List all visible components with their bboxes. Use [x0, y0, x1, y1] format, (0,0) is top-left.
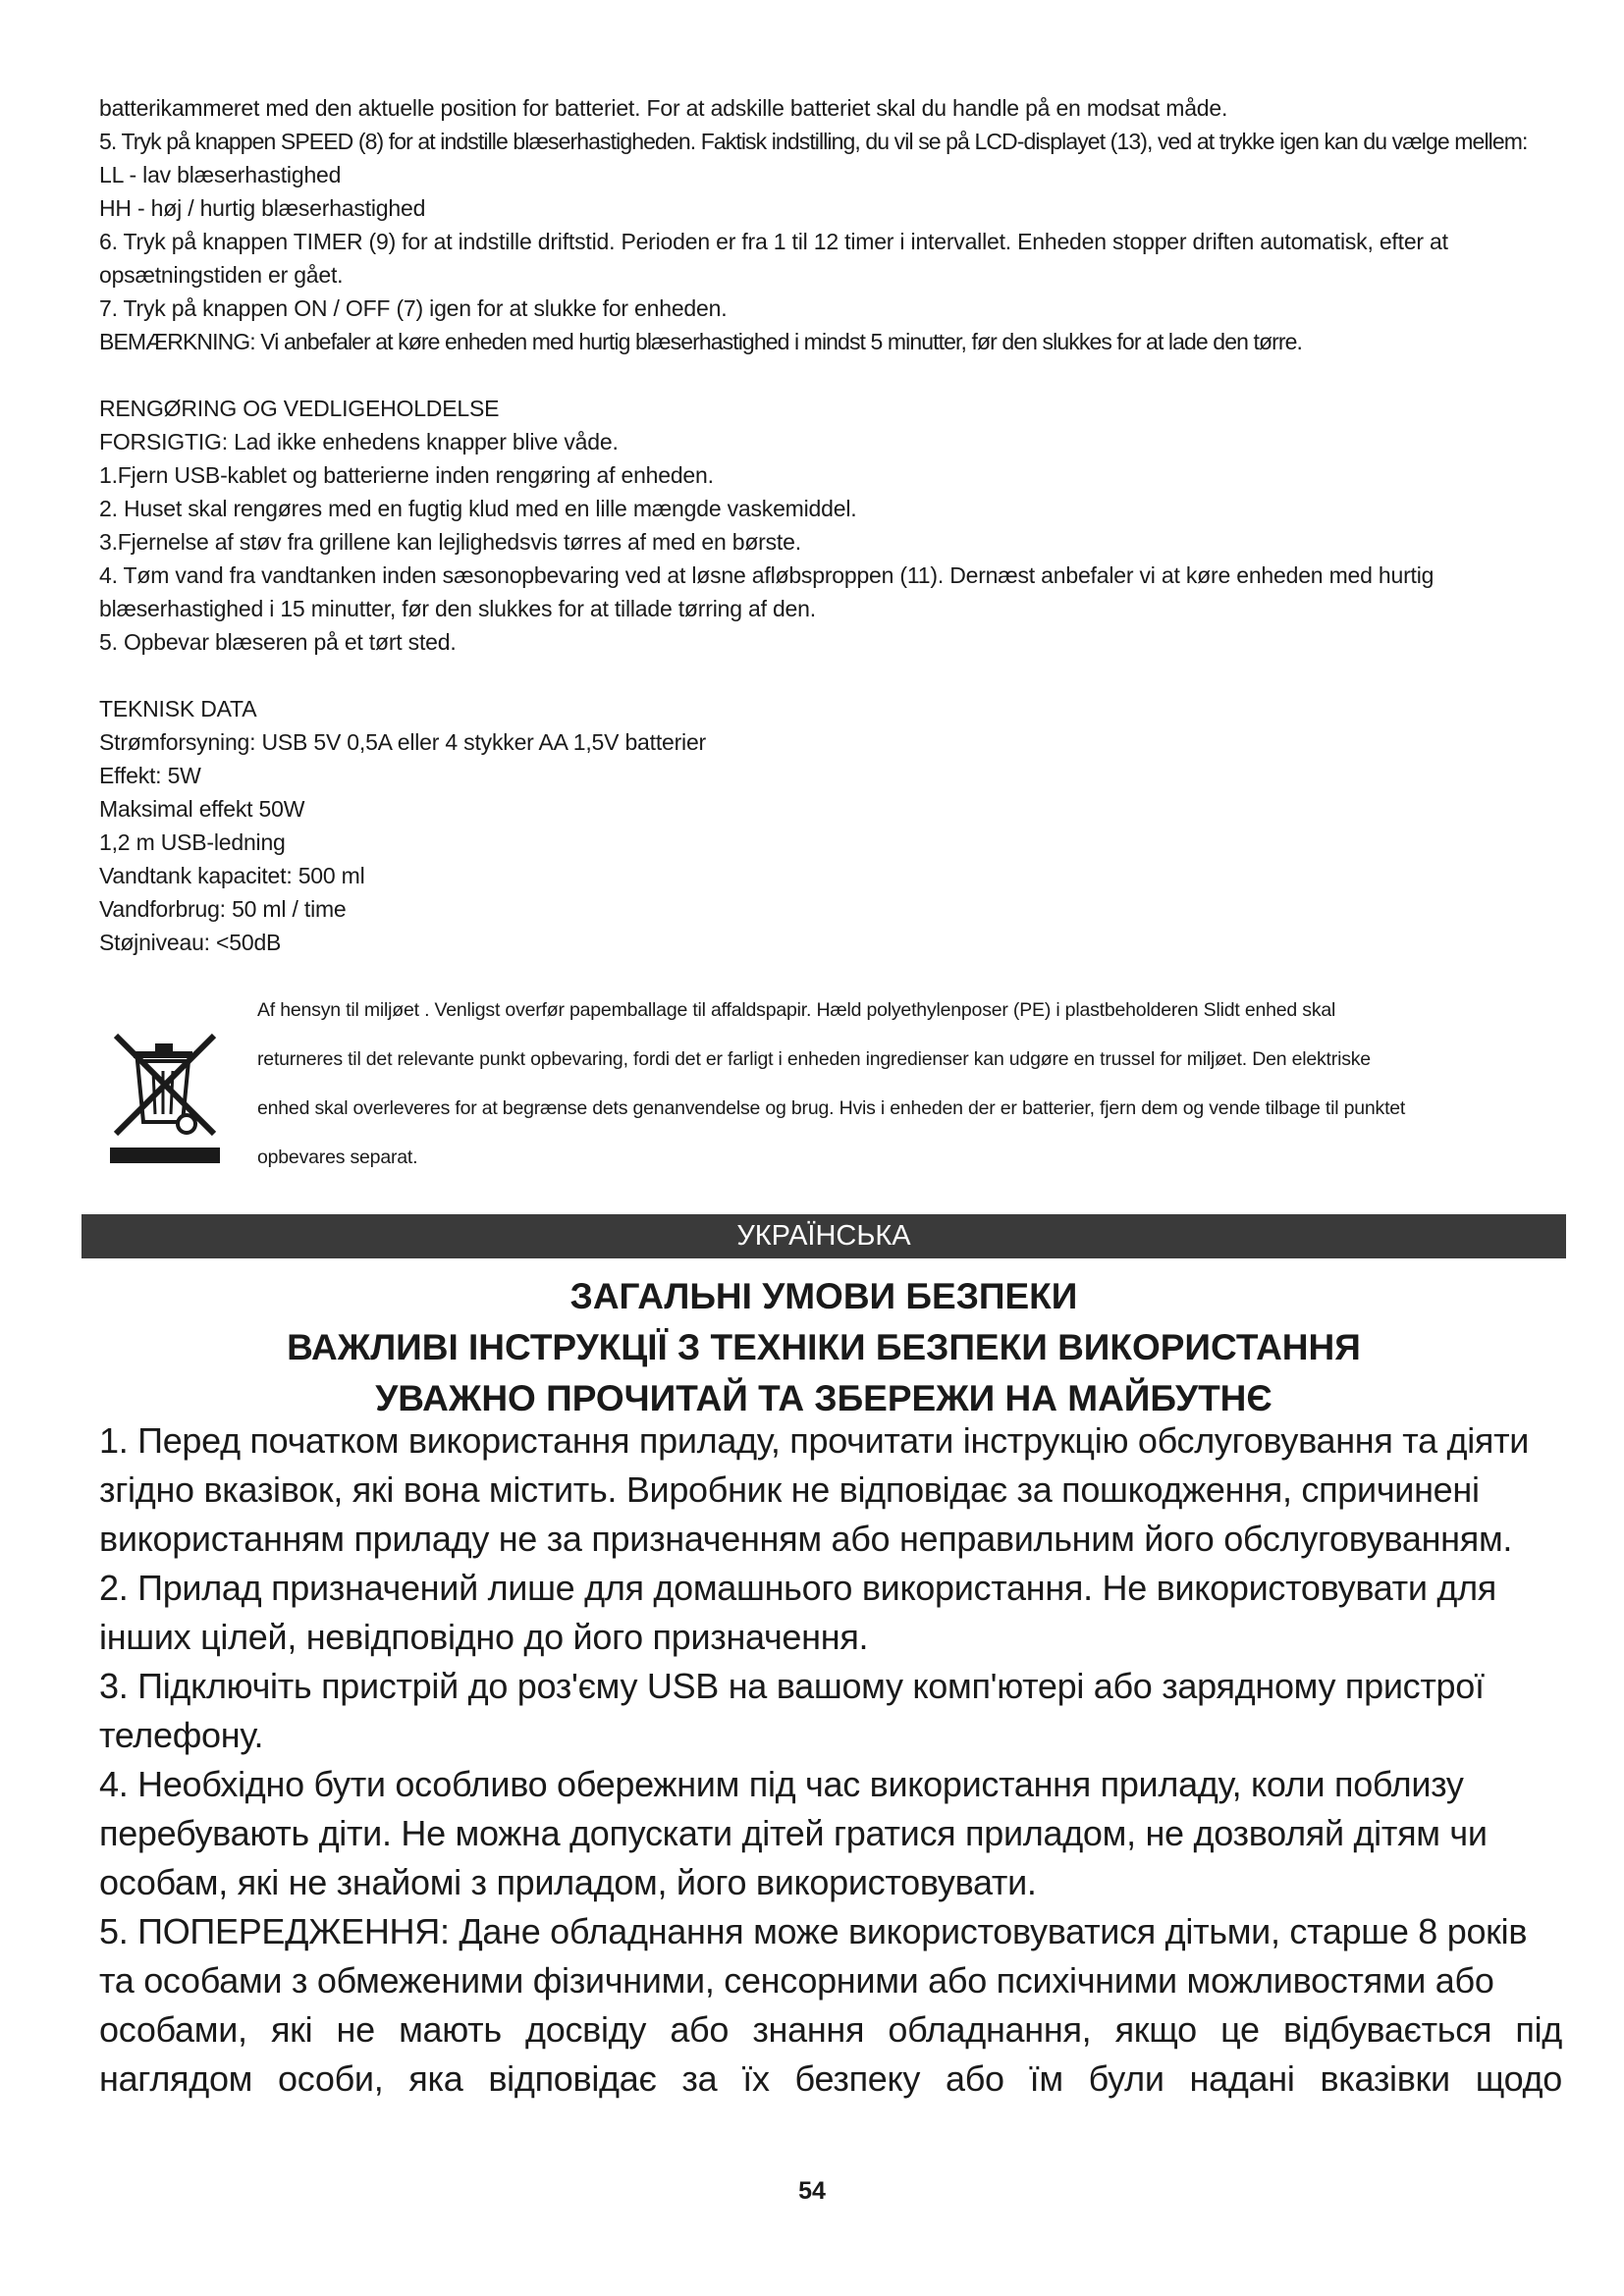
danish-paragraph: 5. Tryk på knappen SPEED (8) for at indstille blæserhastigheden. Faktisk indstilling, du vil se på LCD-displayet (13), ved at trykke igen kan du vælge mellem:	[99, 129, 1528, 154]
ukrainian-line: згідно вказівок, які вона містить. Виробник не відповідає за пошкодження, спричинені	[99, 1469, 1480, 1510]
ukrainian-line: 1. Перед початком використання приладу, прочитати інструкцію обслуговування та діяти	[99, 1420, 1530, 1461]
danish-paragraph: HH - høj / hurtig blæserhastighed	[99, 195, 426, 221]
ukrainian-line: інших цілей, невідповідно до його призначення.	[99, 1617, 869, 1657]
ukrainian-line: перебувають діти. Не можна допускати дітей гратися приладом, не дозволяй дітям чи	[99, 1813, 1488, 1853]
safety-heading: ЗАГАЛЬНІ УМОВИ БЕЗПЕКИ	[569, 1276, 1078, 1316]
weee-line: Af hensyn til miljøet . Venligst overfør papemballage til affaldspapir. Hæld polyethylenposer (PE) i plastbeholderen Slidt enhed skal	[257, 999, 1336, 1021]
ukrainian-line: 4. Необхідно бути особливо обережним під час використання приладу, коли поблизу	[99, 1764, 1464, 1804]
weee-line: returneres til det relevante punkt opbevaring, fordi det er farligt i enheden ingredienser kan udgøre en trussel for miljøet. Den elektriske	[257, 1048, 1371, 1070]
tech-data-item: Vandtank kapacitet: 500 ml	[99, 863, 365, 888]
tech-data-item: Maksimal effekt 50W	[99, 796, 305, 822]
ukrainian-line: наглядом особи, яка відповідає за їх безпеку або їм були надані вказівки щодо	[99, 2058, 1562, 2099]
ukrainian-safety-text	[99, 1416, 1562, 2104]
danish-paragraph: batterikammeret med den aktuelle position for batteriet. For at adskille batteriet skal du handle på en modsat måde.	[99, 95, 1228, 121]
ukrainian-line: 5. ПОПЕРЕДЖЕННЯ: Дане обладнання може використовуватися дітьми, старше 8 років	[99, 1911, 1528, 1951]
ukrainian-line: телефону.	[99, 1715, 264, 1755]
safety-heading: ВАЖЛИВІ ІНСТРУКЦІЇ З ТЕХНІКИ БЕЗПЕКИ ВИКОРИСТАННЯ	[287, 1327, 1361, 1367]
weee-line: opbevares separat.	[257, 1147, 418, 1168]
ukrainian-line: особами, які не мають досвіду або знання обладнання, якщо це відбувається під	[99, 2009, 1562, 2050]
tech-data-item: 1,2 m USB-ledning	[99, 829, 286, 855]
safety-heading: УВАЖНО ПРОЧИТАЙ ТА ЗБЕРЕЖИ НА МАЙБУТНЄ	[375, 1378, 1272, 1418]
weee-line: enhed skal overleveres for at begrænse dets genanvendelse og brug. Hvis i enheden der er batterier, fjern dem og vende tilbage til punktet	[257, 1097, 1406, 1119]
crossed-out-wheelie-bin-icon	[106, 1018, 228, 1165]
ukrainian-line: 2. Прилад призначений лише для домашнього використання. Не використовувати для	[99, 1568, 1496, 1608]
danish-paragraph: 7. Tryk på knappen ON / OFF (7) igen for at slukke for enheden.	[99, 295, 728, 321]
ukrainian-line: використанням приладу не за призначенням або неправильним його обслуговуванням.	[99, 1519, 1513, 1559]
language-section-bar: УКРАЇНСЬКА	[81, 1214, 1566, 1258]
cleaning-paragraph: 2. Huset skal rengøres med en fugtig klud med en lille mængde vaskemiddel.	[99, 496, 857, 521]
cleaning-paragraph: 4. Tøm vand fra vandtanken inden sæsonopbevaring ved at løsne afløbsproppen (11). Dernæst anbefaler vi at køre enheden med hurtig blæserhastighed i 15 minutter, før den slukkes for at tillade tørring af den.	[99, 562, 1435, 621]
tech-data-heading: TEKNISK DATA	[99, 696, 257, 721]
safety-headings	[81, 1271, 1566, 1424]
danish-note: BEMÆRKNING: Vi anbefaler at køre enheden med hurtig blæserhastighed i mindst 5 minutter, før den slukkes for at lade den tørre.	[99, 329, 1303, 354]
cleaning-paragraph: FORSIGTIG: Lad ikke enhedens knapper blive våde.	[99, 429, 619, 454]
tech-data-item: Støjniveau: <50dB	[99, 930, 282, 955]
tech-data-item: Vandforbrug: 50 ml / time	[99, 896, 347, 922]
cleaning-paragraph: 5. Opbevar blæseren på et tørt sted.	[99, 629, 457, 655]
cleaning-paragraph: 1.Fjern USB-kablet og batterierne inden rengøring af enheden.	[99, 462, 714, 488]
weee-disposal-notice	[257, 986, 1563, 1182]
danish-paragraph: LL - lav blæserhastighed	[99, 162, 342, 187]
tech-data-item: Strømforsyning: USB 5V 0,5A eller 4 stykker AA 1,5V batterier	[99, 729, 707, 755]
danish-paragraph: 6. Tryk på knappen TIMER (9) for at indstille driftstid. Perioden er fra 1 til 12 timer i intervallet. Enheden stopper driften automatisk, efter at opsætningstiden er gået.	[99, 229, 1448, 288]
danish-section	[99, 91, 1572, 959]
page-number: 54	[798, 2177, 826, 2205]
ukrainian-line: особам, які не знайомі з приладом, його використовувати.	[99, 1862, 1037, 1902]
tech-data-item: Effekt: 5W	[99, 763, 201, 788]
ukrainian-line: та особами з обмеженими фізичними, сенсорними або психічними можливостями або	[99, 1960, 1494, 2001]
cleaning-heading: RENGØRING OG VEDLIGEHOLDELSE	[99, 396, 500, 421]
ukrainian-line: 3. Підключіть пристрій до роз'єму USB на вашому комп'ютері або зарядному пристрої	[99, 1666, 1485, 1706]
cleaning-paragraph: 3.Fjernelse af støv fra grillene kan lejlighedsvis tørres af med en børste.	[99, 529, 801, 555]
